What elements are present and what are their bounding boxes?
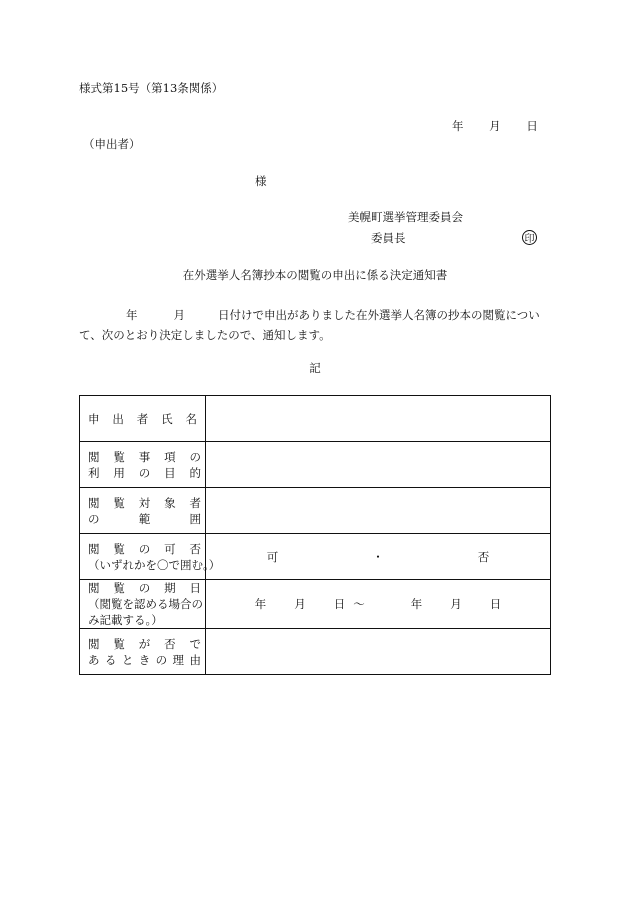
label-char: 範 bbox=[138, 511, 151, 526]
table-row bbox=[80, 442, 551, 488]
body-year: 年 bbox=[126, 308, 138, 322]
decision-table bbox=[79, 395, 551, 675]
table-row bbox=[80, 488, 551, 534]
date-month: 月 bbox=[489, 119, 501, 133]
label-char: 用 bbox=[113, 465, 125, 480]
viewing-date-note-1: （閲覧を認める場合の bbox=[88, 597, 203, 611]
body-line-2: て、次のとおり決定しましたので、通知します。 bbox=[79, 328, 331, 342]
period-day-from: 日 bbox=[333, 597, 346, 611]
body-line1-rest: 日付けで申出がありました在外選挙人名簿の抄本の閲覧につい bbox=[218, 308, 540, 322]
body-paragraph bbox=[79, 305, 553, 345]
label-char: あ bbox=[88, 652, 100, 667]
label-char: き bbox=[138, 652, 151, 667]
label-char: 利 bbox=[88, 465, 100, 480]
label-char: 日 bbox=[189, 581, 201, 595]
separator-dot: ・ bbox=[372, 549, 384, 564]
seal-mark: 印 bbox=[522, 230, 537, 245]
label-char: 否 bbox=[164, 636, 176, 651]
viewing-date-field[interactable] bbox=[206, 580, 551, 629]
label-char: 理 bbox=[172, 652, 185, 667]
table-row bbox=[80, 396, 551, 442]
purpose-field[interactable] bbox=[206, 442, 551, 488]
applicant-name-field[interactable] bbox=[206, 396, 551, 442]
committee-name: 美幌町選挙管理委員会 bbox=[348, 210, 463, 224]
label-char: 閲 bbox=[88, 541, 100, 556]
ki-heading: 記 bbox=[309, 361, 321, 375]
date-year: 年 bbox=[452, 119, 464, 133]
period-year-from: 年 bbox=[254, 597, 267, 611]
body-line-1 bbox=[79, 305, 553, 325]
label-char: 閲 bbox=[88, 449, 100, 464]
label-char: 覧 bbox=[113, 581, 125, 595]
target-scope-label bbox=[80, 488, 206, 534]
label-char: 閲 bbox=[88, 636, 100, 651]
label-char: の bbox=[138, 541, 151, 556]
table-row bbox=[80, 580, 551, 629]
table-row bbox=[80, 629, 551, 675]
label-char: 否 bbox=[189, 541, 201, 556]
label-char: 象 bbox=[164, 495, 176, 510]
label-char: 名 bbox=[185, 411, 197, 426]
viewing-date-note-2: み記載する。） bbox=[88, 613, 163, 627]
approval-label bbox=[80, 534, 221, 580]
label-char: の bbox=[88, 511, 100, 526]
approval-field[interactable] bbox=[206, 534, 551, 580]
label-char: で bbox=[189, 636, 201, 651]
label-char: の bbox=[155, 652, 168, 667]
applicant-name-label bbox=[80, 396, 206, 442]
viewing-date-label bbox=[80, 580, 206, 629]
label-char: 的 bbox=[189, 465, 201, 480]
label-char: の bbox=[138, 465, 151, 480]
label-char: 覧 bbox=[113, 541, 125, 556]
form-number: 様式第15号（第13条関係） bbox=[79, 81, 224, 95]
label-char: 出 bbox=[112, 411, 124, 426]
label-char: 対 bbox=[138, 495, 151, 510]
approval-note: （いずれかを〇で囲む。） bbox=[88, 557, 221, 572]
label-char: と bbox=[121, 652, 134, 667]
label-char: 閲 bbox=[88, 581, 100, 595]
period-tilde: ～ bbox=[353, 597, 365, 611]
label-char: 目 bbox=[164, 465, 176, 480]
label-char: 項 bbox=[164, 449, 176, 464]
label-char: 囲 bbox=[189, 511, 201, 526]
document-title: 在外選挙人名簿抄本の閲覧の申出に係る決定通知書 bbox=[182, 268, 448, 282]
label-char: 覧 bbox=[113, 636, 125, 651]
approve-option[interactable]: 可 bbox=[266, 549, 279, 564]
period-month-from: 月 bbox=[294, 597, 306, 611]
honorific: 様 bbox=[255, 174, 267, 188]
table-row bbox=[80, 534, 551, 580]
label-char: の bbox=[189, 449, 201, 464]
rejection-reason-field[interactable] bbox=[206, 629, 551, 675]
label-char: 者 bbox=[136, 411, 149, 426]
label-char: 可 bbox=[164, 541, 176, 556]
label-char: 覧 bbox=[113, 449, 125, 464]
label-char: 申 bbox=[88, 411, 100, 426]
label-char: が bbox=[138, 636, 151, 651]
target-scope-field[interactable] bbox=[206, 488, 551, 534]
date-day: 日 bbox=[526, 119, 538, 133]
label-char: 由 bbox=[189, 652, 201, 667]
reject-option[interactable]: 否 bbox=[477, 549, 490, 564]
label-char: の bbox=[138, 581, 151, 595]
period-year-to: 年 bbox=[410, 597, 423, 611]
purpose-label bbox=[80, 442, 206, 488]
applicant-label: （申出者） bbox=[83, 137, 141, 151]
label-char: る bbox=[104, 652, 117, 667]
label-char: 期 bbox=[164, 581, 176, 595]
label-char: 閲 bbox=[88, 495, 100, 510]
label-char: 覧 bbox=[113, 495, 125, 510]
label-char: 氏 bbox=[161, 411, 173, 426]
label-char: 者 bbox=[189, 495, 201, 510]
label-char: 事 bbox=[138, 449, 151, 464]
period-day-to: 日 bbox=[489, 597, 502, 611]
period-month-to: 月 bbox=[450, 597, 462, 611]
body-month: 月 bbox=[173, 308, 185, 322]
rejection-reason-label bbox=[80, 629, 206, 675]
chairman-title: 委員長 bbox=[371, 231, 406, 245]
date-line bbox=[452, 121, 538, 133]
